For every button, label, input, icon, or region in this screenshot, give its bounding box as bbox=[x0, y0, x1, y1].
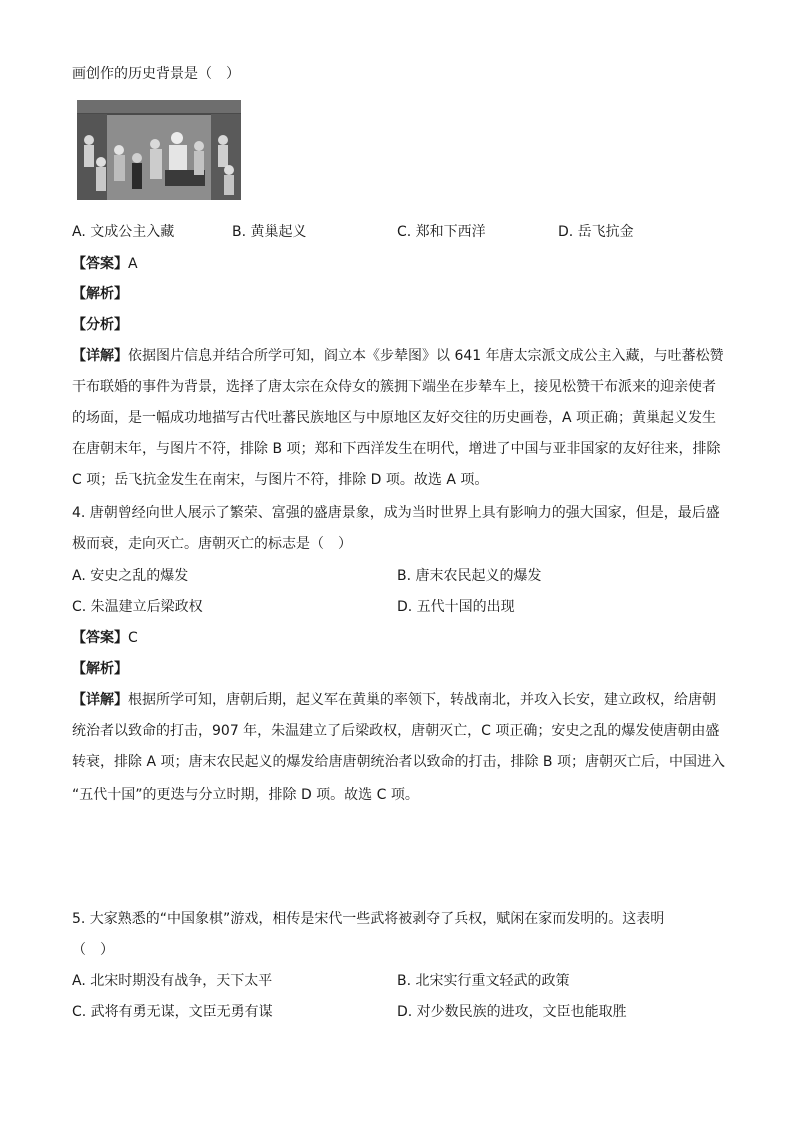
q5-option-d: D. 对少数民族的进攻，文臣也能取胜 bbox=[397, 1004, 627, 1020]
q4-option-a: A. 安史之乱的爆发 bbox=[72, 568, 189, 584]
q4-option-b: B. 唐末农民起义的爆发 bbox=[397, 568, 542, 584]
q3-detail-line: C 项；岳飞抗金发生在南宋，与图片不符，排除 D 项。故选 A 项。 bbox=[72, 472, 489, 488]
q5-option-b: B. 北宋实行重文轻武的政策 bbox=[397, 973, 570, 989]
q5-option-a: A. 北宋时期没有战争，天下太平 bbox=[72, 973, 273, 989]
detail-label: 【详解】 bbox=[72, 692, 128, 708]
q4-option-c: C. 朱温建立后梁政权 bbox=[72, 599, 203, 615]
q4-detail-line: “五代十国”的更迭与分立时期，排除 D 项。故选 C 项。 bbox=[72, 787, 419, 803]
q3-option-d: D. 岳飞抗金 bbox=[558, 224, 634, 240]
q5-stem-line: （ ） bbox=[72, 942, 114, 958]
answer-value: A bbox=[128, 256, 138, 272]
q4-stem-line: 4. 唐朝曾经向世人展示了繁荣、富强的盛唐景象，成为当时世界上具有影响力的强大国家，但是，最后盛 bbox=[72, 505, 720, 521]
q3-jiexi-label: 【解析】 bbox=[72, 286, 128, 302]
q3-detail-line: 【详解】依据图片信息并结合所学可知，阎立本《步辇图》以 641 年唐太宗派文成公主入藏，与吐蕃松赞 bbox=[72, 348, 724, 364]
q3-detail-line: 干布联婚的事件为背景，选择了唐太宗在众侍女的簇拥下端坐在步辇车上，接见松赞干布派来的迎亲使者 bbox=[72, 379, 716, 395]
q4-option-d: D. 五代十国的出现 bbox=[397, 599, 515, 615]
q3-detail-line: 的场面，是一幅成功地描写古代吐蕃民族地区与中原地区友好交往的历史画卷，A 项正确；黄巢起义发生 bbox=[72, 410, 717, 426]
q3-option-a: A. 文成公主入藏 bbox=[72, 224, 175, 240]
q3-answer bbox=[72, 254, 138, 274]
q3-detail-line: 在唐朝末年，与图片不符，排除 B 项；郑和下西洋发生在明代，增进了中国与亚非国家的友好往来，排除 bbox=[72, 441, 721, 457]
q4-detail-line: 转衰，排除 A 项；唐末农民起义的爆发给唐唐朝统治者以致命的打击，排除 B 项；唐朝灭亡后，中国进入 bbox=[72, 754, 725, 770]
answer-label: 【答案】 bbox=[72, 630, 128, 646]
detail-label: 【详解】 bbox=[72, 348, 128, 364]
q3-option-b: B. 黄巢起义 bbox=[232, 224, 307, 240]
answer-value: C bbox=[128, 630, 138, 646]
q5-stem-line: 5. 大家熟悉的“中国象棋”游戏，相传是宋代一些武将被剥夺了兵权，赋闲在家而发明的。这表明 bbox=[72, 911, 665, 927]
q4-answer bbox=[72, 628, 138, 648]
q3-fenxi-label: 【分析】 bbox=[72, 317, 128, 333]
q4-detail-line: 【详解】根据所学可知，唐朝后期，起义军在黄巢的率领下，转战南北，并攻入长安，建立政权，给唐朝 bbox=[72, 692, 716, 708]
q4-detail-line: 统治者以致命的打击，907 年，朱温建立了后梁政权，唐朝灭亡，C 项正确；安史之乱的爆发使唐朝由盛 bbox=[72, 723, 720, 739]
answer-label: 【答案】 bbox=[72, 256, 128, 272]
q3-option-c: C. 郑和下西洋 bbox=[397, 224, 486, 240]
q4-stem-line: 极而衰，走向灭亡。唐朝灭亡的标志是（ ） bbox=[72, 536, 352, 552]
q4-jiexi-label: 【解析】 bbox=[72, 661, 128, 677]
q5-option-c: C. 武将有勇无谋，文臣无勇有谋 bbox=[72, 1004, 273, 1020]
painting-image-buniantu bbox=[77, 100, 241, 200]
q3-stem: 画创作的历史背景是（ ） bbox=[72, 66, 240, 82]
